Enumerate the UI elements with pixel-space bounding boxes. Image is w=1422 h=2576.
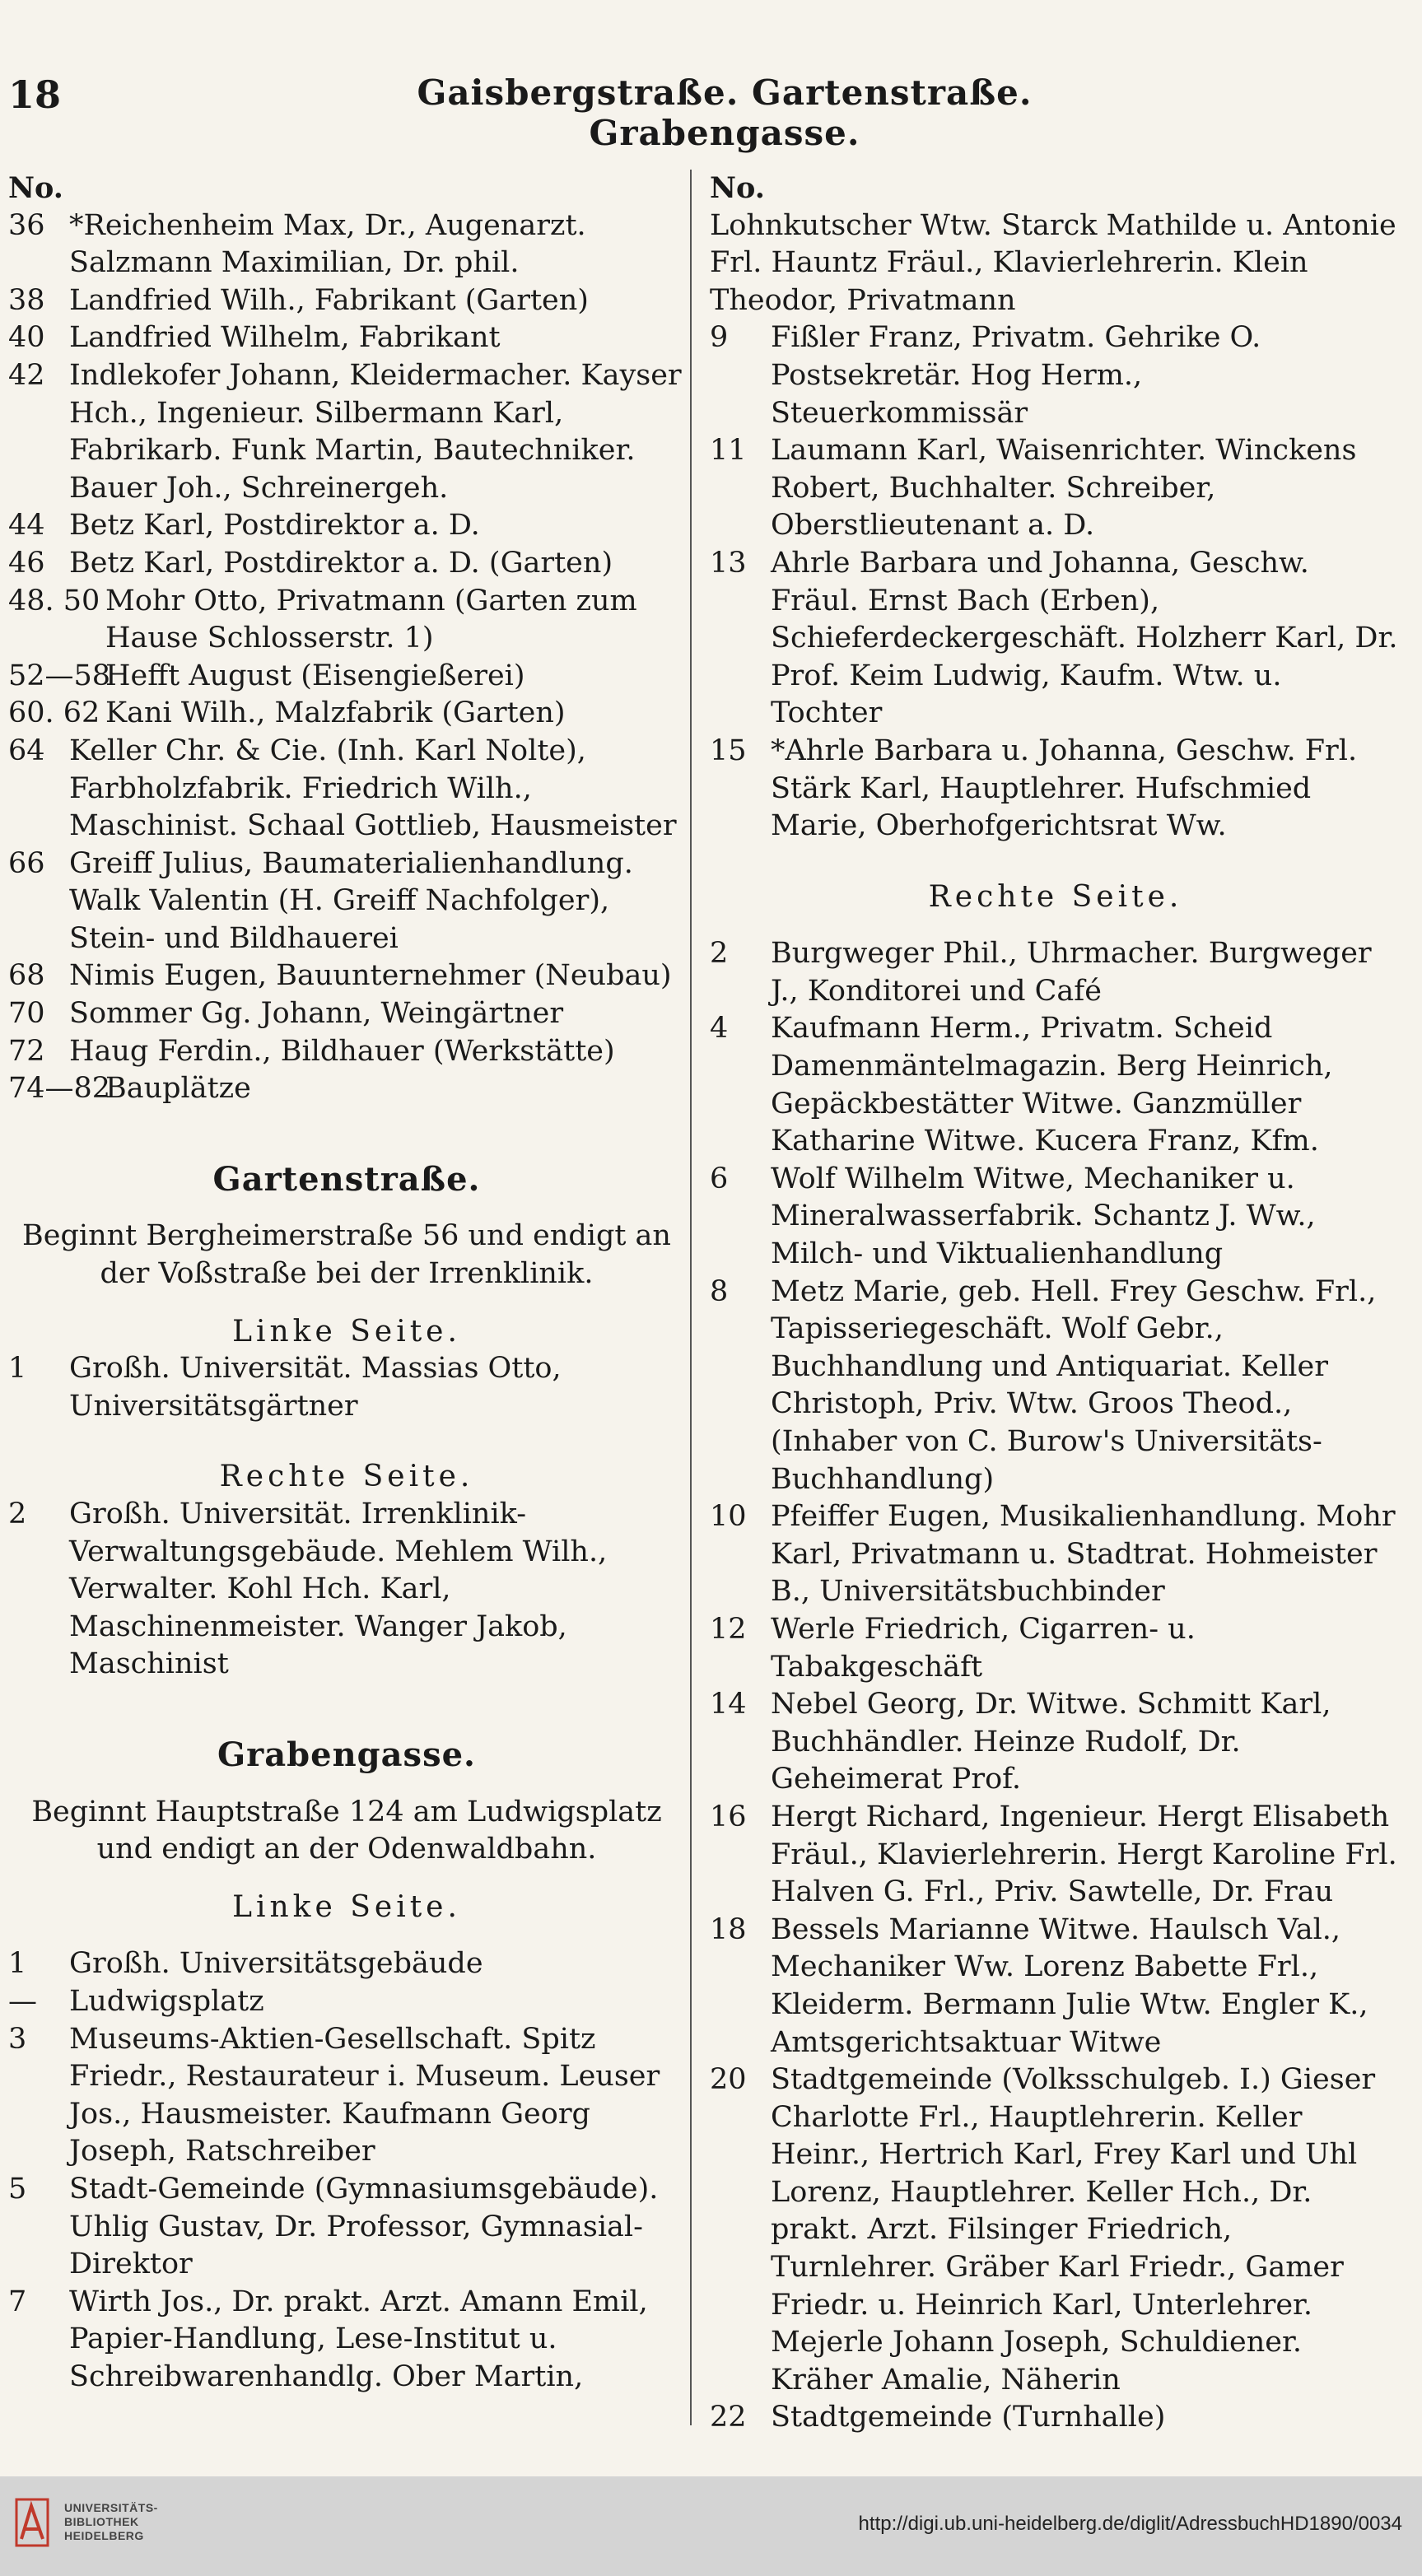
entry-text: Hergt Richard, Ingenieur. Hergt Elisabeth Fräul., Klavierlehrerin. Hergt Karoline Frl. Halven G. Frl., Priv. Sawtelle, Dr. Frau <box>771 1800 1397 1909</box>
directory-entry <box>710 1686 1401 1799</box>
continuation-text: Lohnkutscher Wtw. Starck Mathilde u. Antonie Frl. Hauntz Fräul., Klavierlehrerin. Klein Theodor, Privatmann <box>710 208 1396 317</box>
library-name <box>64 2501 158 2543</box>
house-number: 16 <box>710 1800 747 1833</box>
right-column <box>710 170 1401 2437</box>
entry-text: Nimis Eugen, Bauunternehmer (Neubau) <box>69 959 672 993</box>
library-logo-icon <box>15 2496 53 2549</box>
entry-text: *Ahrle Barbara u. Johanna, Geschw. Frl. Stärk Karl, Hauptlehrer. Hufschmied Marie, Oberhofgerichtsrat Ww. <box>771 734 1358 843</box>
house-number: 60. 62 <box>8 696 100 730</box>
house-number: 1 <box>8 1352 27 1386</box>
house-number: 3 <box>8 2022 27 2056</box>
directory-entry <box>710 1274 1401 1499</box>
entry-text: Werle Friedrich, Cigarren- u. Tabakgeschäft <box>771 1612 1196 1684</box>
entry-text: Großh. Universitätsgebäude <box>69 1947 483 1981</box>
running-title: Gaisbergstraße. Gartenstraße. Grabengasse. <box>417 72 1033 153</box>
house-number: 42 <box>8 358 45 392</box>
entry-text: *Reichenheim Max, Dr., Augenarzt. Salzmann Maximilian, Dr. phil. <box>69 208 586 280</box>
section-heading-grabengasse: Grabengasse. <box>217 1735 476 1774</box>
house-number: 1 <box>8 1947 27 1981</box>
entry-text: Landfried Wilhelm, Fabrikant <box>69 321 501 355</box>
house-number: 20 <box>710 2063 747 2097</box>
directory-entry <box>710 1161 1401 1274</box>
left-column <box>8 170 685 2396</box>
entry-text: Indlekofer Johann, Kleidermacher. Kayser Hch., Ingenieur. Silbermann Karl, Fabrikarb. Funk Martin, Bautechniker. Bauer Joh., Schreinergeh. <box>69 358 682 505</box>
directory-entry <box>710 2061 1401 2399</box>
entry-text: Fißler Franz, Privatm. Gehrike O. Postsekretär. Hog Herm., Steuerkommissär <box>771 321 1261 430</box>
library-name-line: BIBLIOTHEK <box>64 2515 139 2528</box>
house-number: 70 <box>8 997 45 1031</box>
directory-entry <box>8 357 685 507</box>
column-divider <box>690 170 692 2425</box>
side-heading-left: Linke Seite. <box>232 1889 461 1924</box>
house-number: 40 <box>8 321 45 355</box>
house-number: 48. 50 <box>8 584 100 617</box>
entry-text: Betz Karl, Postdirektor a. D. <box>69 509 480 543</box>
directory-entry <box>8 1070 685 1108</box>
graben-right-list <box>710 935 1401 2437</box>
house-number: 10 <box>710 1500 747 1534</box>
entry-text: Mohr Otto, Privatmann (Garten zum Hause Schlosserstr. 1) <box>105 584 637 655</box>
directory-entry <box>710 432 1401 545</box>
directory-entry <box>710 1611 1401 1686</box>
entry-text: Hefft August (Eisengießerei) <box>105 659 525 692</box>
house-number: 22 <box>710 2401 747 2434</box>
directory-entry <box>8 2171 685 2284</box>
entry-text: Stadtgemeinde (Turnhalle) <box>771 2401 1166 2434</box>
directory-entry <box>8 2021 685 2171</box>
house-number: 6 <box>710 1162 729 1195</box>
house-number: 66 <box>8 846 45 880</box>
house-number: 4 <box>710 1012 729 1046</box>
directory-entry <box>710 935 1401 1010</box>
entry-text: Pfeiffer Eugen, Musikalienhandlung. Mohr Karl, Privatmann u. Stadtrat. Hohmeister B., Universitätsbuchbinder <box>771 1500 1396 1609</box>
garten-left-list <box>8 1350 685 1425</box>
section-description: Beginnt Hauptstraße 124 am Ludwigsplatz und endigt an der Odenwaldbahn. <box>31 1795 662 1866</box>
entry-text: Keller Chr. & Cie. (Inh. Karl Nolte), Farbholzfabrik. Friedrich Wilh., Maschinist. Schaal Gottlieb, Hausmeister <box>69 734 677 843</box>
house-number: 12 <box>710 1612 747 1646</box>
house-number: 7 <box>8 2285 27 2318</box>
entry-text: Nebel Georg, Dr. Witwe. Schmitt Karl, Buchhändler. Heinze Rudolf, Dr. Geheimerat Prof. <box>771 1688 1331 1796</box>
directory-entry <box>8 845 685 958</box>
house-number: 14 <box>710 1688 747 1721</box>
directory-entry <box>8 1350 685 1425</box>
directory-entry <box>8 282 685 320</box>
directory-entry <box>710 545 1401 733</box>
entry-text: Stadtgemeinde (Volksschulgeb. I.) Gieser Charlotte Frl., Hauptlehrerin. Keller Heinr., Hertrich Karl, Frey Karl und Uhl Lorenz, Hauptlehrer. Keller Hch., Dr. prakt. Arzt. Filsinger Friedrich, Turnlehrer. Gräber Karl Friedr., Gamer Friedr. u. Heinrich Karl, Unterlehrer. Mejerle Johann Joseph, Schuldiener. Kräher Amalie, Näherin <box>771 2063 1376 2397</box>
directory-entry <box>8 658 685 696</box>
directory-entry <box>8 1496 685 1684</box>
footer-bar <box>0 2476 1422 2576</box>
directory-entry <box>710 1010 1401 1160</box>
house-number: 2 <box>710 937 729 971</box>
house-number: 5 <box>8 2172 27 2206</box>
section-heading-gartenstrasse: Gartenstraße. <box>212 1159 481 1199</box>
entry-text: Ludwigsplatz <box>69 1984 264 2018</box>
entry-text: Burgweger Phil., Uhrmacher. Burgweger J., Konditorei und Café <box>771 937 1372 1008</box>
house-number: 38 <box>8 283 45 317</box>
house-number: — <box>8 1984 37 2018</box>
directory-entry <box>8 207 685 282</box>
gaisberg-list <box>8 207 685 1108</box>
garten-right-list <box>8 1496 685 1684</box>
directory-entry <box>8 583 685 658</box>
directory-entry <box>8 695 685 733</box>
entry-text: Großh. Universität. Irrenklinik-Verwaltungsgebäude. Mehlem Wilh., Verwalter. Kohl Hch. Karl, Maschinenmeister. Wanger Jakob, Maschinist <box>69 1498 608 1681</box>
side-heading-left: Linke Seite. <box>232 1314 461 1349</box>
entry-text: Sommer Gg. Johann, Weingärtner <box>69 997 564 1031</box>
entry-text: Kaufmann Herm., Privatm. Scheid Damenmäntelmagazin. Berg Heinrich, Gepäckbestätter Witwe. Ganzmüller Katharine Witwe. Kucera Franz, Kfm. <box>771 1012 1333 1158</box>
library-name-line: UNIVERSITÄTS- <box>64 2501 158 2514</box>
directory-entry <box>710 1912 1401 2061</box>
library-name-line: HEIDELBERG <box>64 2529 144 2542</box>
directory-entry <box>8 545 685 583</box>
house-number: 18 <box>710 1912 747 1946</box>
entry-text: Landfried Wilh., Fabrikant (Garten) <box>69 283 589 317</box>
house-number: 13 <box>710 546 747 580</box>
house-number: 44 <box>8 509 45 543</box>
entry-text: Haug Ferdin., Bildhauer (Werkstätte) <box>69 1034 615 1068</box>
directory-entry <box>8 733 685 845</box>
header <box>0 72 1422 153</box>
no-label: No. <box>8 171 63 205</box>
directory-entry <box>710 319 1401 432</box>
side-heading-right: Rechte Seite. <box>928 879 1183 914</box>
entry-text: Museums-Aktien-Gesellschaft. Spitz Friedr., Restaurateur i. Museum. Leuser Jos., Hausmeister. Kaufmann Georg Joseph, Ratschreiber <box>69 2022 660 2168</box>
directory-entry <box>8 1033 685 1071</box>
house-number: 8 <box>710 1274 729 1308</box>
directory-entry <box>710 733 1401 845</box>
house-number: 52—58 <box>8 659 111 692</box>
source-url[interactable]: http://digi.ub.uni-heidelberg.de/diglit/AdressbuchHD1890/0034 <box>858 2513 1402 2535</box>
directory-entry <box>8 957 685 995</box>
entry-text: Wolf Wilhelm Witwe, Mechaniker u. Mineralwasserfabrik. Schantz J. Ww., Milch- und Viktualienhandlung <box>771 1162 1316 1271</box>
house-number: 72 <box>8 1034 45 1068</box>
side-heading-right: Rechte Seite. <box>219 1460 474 1494</box>
directory-entry <box>710 1498 1401 1611</box>
graben-left-list-cont <box>710 319 1401 845</box>
house-number: 11 <box>710 434 747 468</box>
entry-text: Ahrle Barbara und Johanna, Geschw. Fräul. Ernst Bach (Erben), Schieferdeckergeschäft. Holzherr Karl, Dr. Prof. Keim Ludwig, Kaufm. Wtw. u. Tochter <box>771 546 1398 730</box>
directory-entry <box>8 319 685 357</box>
directory-entry <box>8 2284 685 2397</box>
entry-text: Betz Karl, Postdirektor a. D. (Garten) <box>69 546 613 580</box>
house-number: 2 <box>8 1498 27 1530</box>
graben-left-list <box>8 1945 685 2396</box>
directory-entry <box>8 507 685 545</box>
house-number: 64 <box>8 734 45 767</box>
directory-entry <box>8 1945 685 1983</box>
entry-text: Bauplätze <box>105 1072 251 1106</box>
house-number: 46 <box>8 546 45 580</box>
directory-entry <box>710 1799 1401 1912</box>
no-label: No. <box>710 171 765 205</box>
directory-entry <box>8 1983 685 2021</box>
directory-entry <box>710 2399 1401 2437</box>
entry-text: Kani Wilh., Malzfabrik (Garten) <box>105 696 566 730</box>
entry-text: Großh. Universität. Massias Otto, Universitätsgärtner <box>69 1352 562 1423</box>
entry-text: Laumann Karl, Waisenrichter. Winckens Robert, Buchhalter. Schreiber, Oberstlieutenant a. D. <box>771 434 1357 543</box>
house-number: 68 <box>8 959 45 993</box>
directory-entry <box>8 995 685 1033</box>
entry-text: Stadt-Gemeinde (Gymnasiumsgebäude). Uhlig Gustav, Dr. Professor, Gymnasial-Direktor <box>69 2172 659 2281</box>
house-number: 9 <box>710 321 729 355</box>
house-number: 36 <box>8 208 45 242</box>
entry-text: Greiff Julius, Baumaterialienhandlung. Walk Valentin (H. Greiff Nachfolger), Stein- und Bildhauerei <box>69 846 633 955</box>
entry-text: Bessels Marianne Witwe. Haulsch Val., Mechaniker Ww. Lorenz Babette Frl., Kleiderm. Bermann Julie Wtw. Engler K., Amtsgerichtsaktuar Witwe <box>771 1912 1368 2059</box>
house-number: 74—82 <box>8 1072 111 1106</box>
page-number: 18 <box>8 72 62 117</box>
entry-text: Metz Marie, geb. Hell. Frey Geschw. Frl., Tapisseriegeschäft. Wolf Gebr., Buchhandlung und Antiquariat. Keller Christoph, Priv. Wtw. Groos Theod., (Inhaber von C. Burow's Universitäts-Buchhandlung) <box>771 1274 1377 1496</box>
house-number: 15 <box>710 734 747 767</box>
entry-text: Wirth Jos., Dr. prakt. Arzt. Amann Emil, Papier-Handlung, Lese-Institut u. Schreibwarenhandlg. Ober Martin, <box>69 2285 648 2393</box>
section-description: Beginnt Bergheimerstraße 56 und endigt an der Voßstraße bei der Irrenklinik. <box>22 1219 671 1291</box>
